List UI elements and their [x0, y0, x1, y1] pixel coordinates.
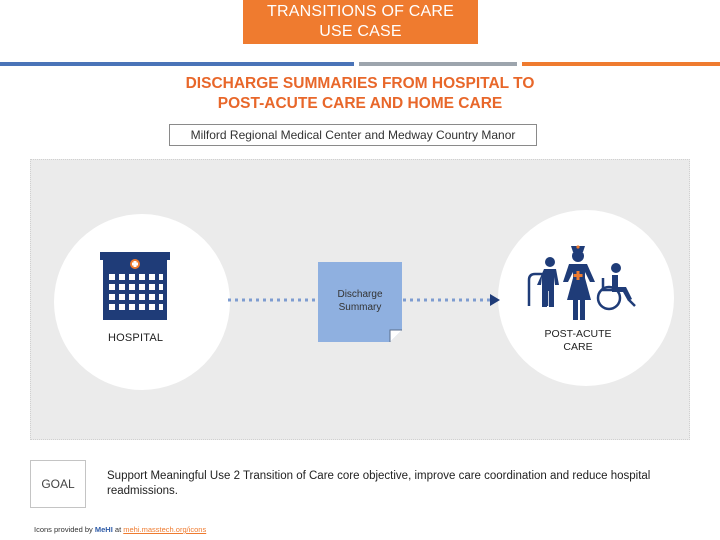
banner-line-1: TRANSITIONS OF CARE [267, 3, 454, 20]
post-acute-label-line-2: CARE [563, 341, 593, 353]
use-case-banner [243, 0, 478, 44]
icon-credit [34, 525, 206, 534]
document-label-line-2: Summary [338, 302, 382, 313]
title-line-1: DISCHARGE SUMMARIES FROM HOSPITAL TO [185, 75, 535, 92]
post-acute-care-label [526, 328, 630, 354]
post-acute-care-icon [523, 240, 641, 324]
document-label [318, 288, 402, 314]
divider-blue [0, 62, 354, 66]
credit-brand: MeHI [94, 525, 113, 534]
goal-label-box: GOAL [30, 460, 86, 508]
credit-middle: at [114, 525, 122, 534]
document-label-line-1: Discharge [337, 289, 383, 300]
divider-grey [359, 62, 517, 66]
credit-link[interactable]: mehi.masstech.org/icons [123, 525, 207, 534]
hospital-label: HOSPITAL [108, 332, 164, 344]
hospital-building-icon [100, 250, 170, 320]
banner-line-2: USE CASE [319, 23, 402, 40]
goal-description: Support Meaningful Use 2 Transition of Care core objective, improve care coordination and reduce hospital readmissions. [107, 470, 651, 497]
divider-orange [522, 62, 720, 66]
title-line-2: POST-ACUTE CARE AND HOME CARE [217, 95, 503, 112]
credit-prefix: Icons provided by [34, 525, 93, 534]
participants-subtitle: Milford Regional Medical Center and Medway Country Manor [169, 124, 537, 146]
page-title [0, 74, 720, 114]
post-acute-label-line-1: POST-ACUTE [544, 328, 612, 340]
